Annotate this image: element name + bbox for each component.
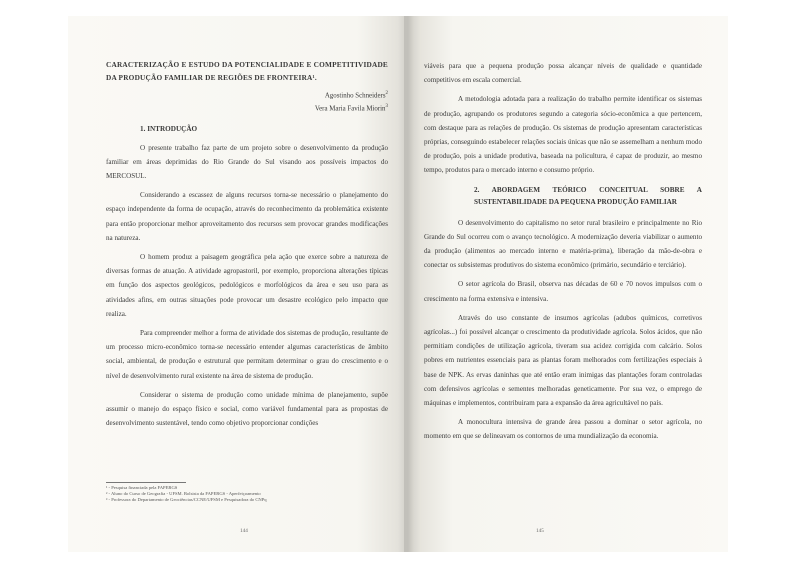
paragraph: viáveis para que a pequena produção possa alcançar níveis de qualidade e quantidade competitivos em escala comercial. (424, 62, 702, 85)
left-page (68, 16, 408, 552)
open-book (68, 16, 728, 552)
author-1-name: Agostinho Schneiders (324, 92, 386, 100)
footnotes (106, 482, 388, 504)
left-page-content (106, 58, 388, 430)
paragraph: A monocultura intensiva de grande área passou a dominar o setor agrícola, no momento em que se delineavam os contornos de uma mundialização da economia. (424, 418, 702, 441)
author-1-footnote-mark: 2 (385, 91, 388, 96)
author-1 (106, 88, 388, 101)
footnote: ³ - Professora do Departamento de Geociências/CCNE/UFSM e Pesquisadora do CNPq (106, 497, 267, 503)
authors (106, 88, 388, 115)
paragraph: O setor agrícola do Brasil, observa nas décadas de 60 e 70 novos impulsos com o crescimento na forma extensiva e intensiva. (424, 280, 702, 303)
author-2 (106, 101, 388, 114)
article-title: CARACTERIZAÇÃO E ESTUDO DA POTENCIALIDADE E COMPETITIVIDADE DA PRODUÇÃO FAMILIAR DE REGIÕES DE FRONTEIRA¹. (106, 60, 388, 82)
author-2-name: Vera Maria Favila Miorin (314, 105, 386, 113)
paragraph: Através do uso constante de insumos agrícolas (adubos químicos, corretivos agrícolas...) foi possível alcançar o crescimento da produtividade agrícola. Solos ácidos, que não permitiam condições de utilização agrícola, tiveram sua acidez corrigida com calcário. Solos pobres em nutrientes essenciais para as plantas foram melhorados com fertilizações especiais à base de NPK. As ervas daninhas que até então eram inimigas das plantações foram controladas com defensivos agrícolas e sementes melhoradas geneticamente. Por sua vez, o emprego de máquinas e implementos, contribuiram para a expansão da área agricultável no país. (424, 313, 702, 408)
section-heading-abordagem: 2. ABORDAGEM TEÓRICO CONCEITUAL SOBRE A SUSTENTABILIDADE DA PEQUENA PRODUÇÃO FAMILIAR (474, 185, 702, 206)
section-heading-introducao: 1. INTRODUÇÃO (140, 124, 198, 133)
paragraph: O homem produz a paisagem geográfica pela ação que exerce sobre a natureza de diversas formas de atuação. A atividade agropastoril, por exemplo, proporciona alterações típicas em função dos aspectos geológicos, pedológicos e morfológicos da área e seu uso para as atividades afins, em outras situações pode provocar um desastre ecológico pelo impacto que realiza. (106, 253, 388, 318)
book-gutter-shadow (404, 16, 414, 552)
paragraph: O presente trabalho faz parte de um projeto sobre o desenvolvimento da produção familiar em áreas deprimidas do Rio Grande do Sul visando aos possíveis impactos do MERCOSUL. (106, 143, 388, 180)
right-page-content (424, 59, 702, 444)
paragraph: O desenvolvimento do capitalismo no setor rural brasileiro e principalmente no Rio Grande do Sul ocorreu com o avanço tecnológico. A modernização deveria viabilizar o aumento da produção (alimentos ao mercado interno e matéria-prima), liberação da mão-de-obra e conectar os subsistemas produtivos do sistema econômico (primário, secundário e terciário). (424, 218, 702, 270)
paragraph: Considerar o sistema de produção como unidade mínima de planejamento, supõe assumir o manejo do espaço físico e social, como variável fundamental para as propostas de desenvolvimento sustentável, tendo como objetivo proporcionar condições (106, 390, 388, 428)
footnote: ² - Aluno do Curso de Geografia - UFSM. Bolsista da FAPERGS - Aperfeiçoamento (106, 491, 261, 497)
footnote-divider (106, 482, 186, 483)
paragraph: A metodologia adotada para a realização do trabalho permite identificar os sistemas de produção, agrupando os produtores segundo a categoria sócio-econômica a que pertencem, com destaque para as relações de produção. Os sistemas de produção apresentam características próprias, conseguindo estabelecer relações sociais únicas que não se assemelham a nenhum modo de produção, pois a unidade produtiva, baseada na policultura, é capaz de produzir, ao mesmo tempo, produtos para o mercado interno e consumo próprio. (424, 95, 702, 175)
paragraph: Considerando a escassez de alguns recursos torna-se necessário o planejamento do espaço independente da forma de ocupação, através do reconhecimento da problemática existente para então proporcionar melhor aproveitamento dos recursos sem provocar grandes modificações na natureza. (106, 191, 388, 242)
paragraph: Para compreender melhor a forma de atividade dos sistemas de produção, resultante de um processo micro-econômico torna-se necessário entender algumas características de âmbito social, ambiental, de produção e estrutural que permitam determinar o grau do crescimento e o nível de desenvolvimento rural existente na área de sistema de produção. (106, 329, 388, 380)
right-page (408, 16, 728, 552)
page-number-right: 145 (536, 528, 544, 534)
author-2-footnote-mark: 3 (385, 104, 388, 110)
page-number-left: 144 (240, 528, 248, 534)
footnote: ¹ - Pesquisa financiada pela FAPERGS (106, 485, 178, 490)
